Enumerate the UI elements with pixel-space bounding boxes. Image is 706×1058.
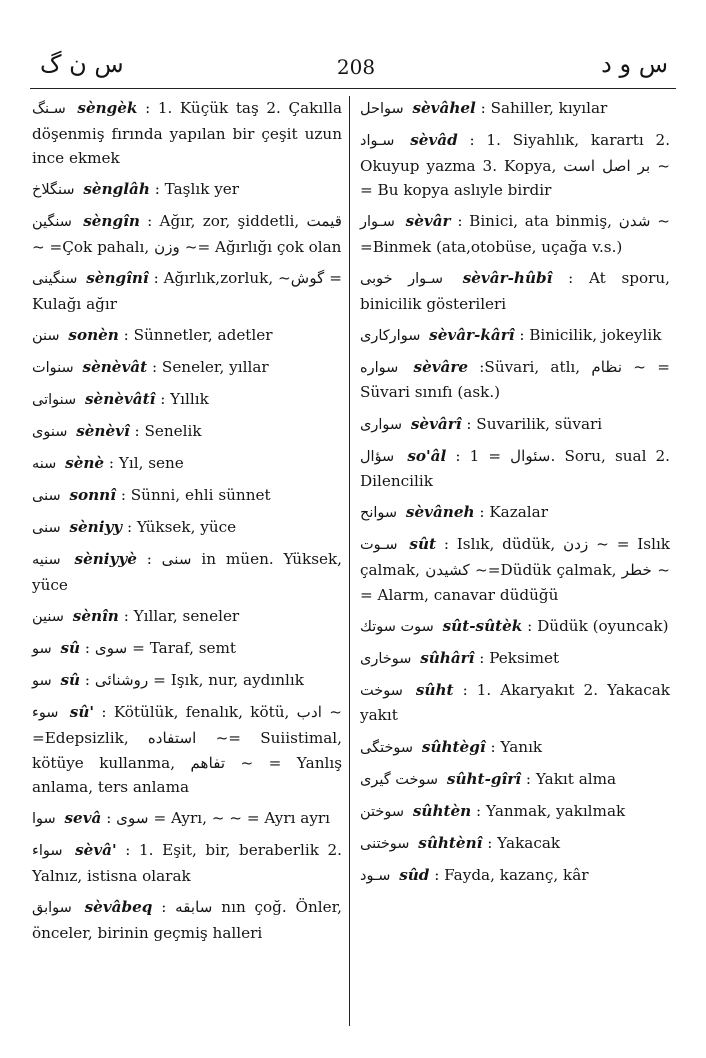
entry-arabic-headword: سنگین xyxy=(32,214,72,231)
dictionary-entry xyxy=(360,735,670,761)
dictionary-entry xyxy=(360,128,670,203)
entry-definition: : روشنائى = Işık, nur, aydınlık xyxy=(84,671,304,690)
entry-transliteration: sû xyxy=(60,671,81,690)
entry-transliteration: sût xyxy=(409,535,436,554)
entry-definition: : سوى = Ayrı, ~ ~ = Ayrı ayrı xyxy=(106,809,331,828)
entry-transliteration: sèvâbeq xyxy=(84,898,153,917)
entry-arabic-headword: سوارى xyxy=(360,416,403,433)
entry-definition: : Yıllık xyxy=(160,389,209,408)
entry-definition: : Sünnetler, adetler xyxy=(123,325,273,344)
dictionary-entry xyxy=(32,547,342,597)
header-rule xyxy=(30,88,676,89)
entry-arabic-headword: سواحل xyxy=(360,101,404,117)
column-divider xyxy=(349,96,350,1026)
entry-definition: : Yakıt alma xyxy=(525,769,617,788)
entry-arabic-headword: سـواد xyxy=(360,133,395,150)
entry-definition: :Süvari, atlı, نظام ~ = Süvari sınıfı (ask.) xyxy=(360,357,670,402)
page-header xyxy=(0,0,706,90)
entry-transliteration: sèniyyè xyxy=(74,550,137,569)
dictionary-entry xyxy=(360,444,670,494)
dictionary-entry xyxy=(32,838,342,888)
left-column xyxy=(32,96,342,952)
entry-definition: : 1. Akaryakıt 2. Yakacak yakıt xyxy=(360,680,670,725)
entry-arabic-headword: سوابق xyxy=(32,900,72,917)
dictionary-entry xyxy=(32,355,342,381)
dictionary-entry xyxy=(360,500,670,526)
entry-arabic-headword: سوارکارى xyxy=(360,327,421,344)
entry-definition: : Binici, ata binmiş, شدن ~ =Binmek (ata,otobüse, uçağa v.s.) xyxy=(360,212,671,256)
entry-transliteration: sûht xyxy=(415,680,454,699)
dictionary-entry xyxy=(360,767,670,793)
entry-transliteration: sènèvî xyxy=(76,422,130,441)
entry-transliteration: sûhtèn xyxy=(412,801,472,820)
entry-arabic-headword: سنگینی xyxy=(32,271,78,288)
entry-transliteration: sèvâneh xyxy=(405,503,475,522)
entry-definition: : سوى = Taraf, semt xyxy=(84,639,237,658)
entry-definition: : Taşlık yer xyxy=(154,180,240,199)
entry-arabic-headword: سؤال xyxy=(360,448,395,465)
entry-arabic-headword: سنوات xyxy=(32,359,74,376)
entry-transliteration: sûhtènî xyxy=(418,833,483,852)
entry-arabic-headword: سـود xyxy=(360,867,391,884)
entry-arabic-headword: سنى xyxy=(32,520,61,537)
dictionary-entry xyxy=(32,483,342,509)
entry-transliteration: sûhârî xyxy=(420,648,475,667)
dictionary-entry xyxy=(360,266,670,316)
dictionary-entry xyxy=(32,451,342,477)
entry-transliteration: sèvâd xyxy=(410,131,458,150)
entry-definition: : Islık, düdük, زدن ~ = Islık çalmak, کشيدن ~=Düdük çalmak, خطر ~ = Alarm, canavar düdüğü xyxy=(360,535,671,604)
entry-transliteration: sèvâr xyxy=(405,212,451,231)
entry-definition: : Yanık xyxy=(490,737,543,756)
dictionary-entry xyxy=(360,532,670,607)
entry-transliteration: sonnî xyxy=(69,486,116,505)
entry-transliteration: sevâ xyxy=(64,809,102,828)
entry-definition: : سابقه nın çoğ. Önler, önceler, birinin geçmiş halleri xyxy=(32,898,343,942)
entry-definition: : Yanmak, yakılmak xyxy=(476,801,626,820)
dictionary-entry xyxy=(32,636,342,662)
entry-definition: : Seneler, yıllar xyxy=(151,357,269,376)
dictionary-entry xyxy=(32,177,342,203)
dictionary-entry xyxy=(360,646,670,672)
entry-transliteration: sû' xyxy=(69,703,95,722)
dictionary-entry xyxy=(32,806,342,832)
entry-transliteration: sèvâr-hûbî xyxy=(462,269,553,288)
entry-arabic-headword: سـوار xyxy=(360,214,395,231)
entry-transliteration: sèngînî xyxy=(86,269,149,288)
entry-definition: : 1. Siyahlık, karartı 2. Okuyup yazma 3. Kopya, بر اصل است ~ = Bu kopya aslıyle birdir xyxy=(360,131,671,200)
header-left-letters: س ن گ xyxy=(40,50,124,78)
dictionary-entry xyxy=(360,831,670,857)
entry-transliteration: sèvâhel xyxy=(412,99,476,117)
entry-definition: : Yakacak xyxy=(487,833,561,852)
entry-transliteration: sû xyxy=(60,639,81,658)
dictionary-entry xyxy=(360,412,670,438)
entry-definition: : Ağır, zor, şiddetli, قيمت ~ =Çok pahalı, وزن ~= Ağırlığı çok olan xyxy=(32,212,343,256)
entry-arabic-headword: سوختن xyxy=(360,803,405,820)
dictionary-entry xyxy=(32,604,342,630)
entry-definition: : Düdük (oyuncak) xyxy=(527,616,669,635)
entry-definition: : سنى in müen. Yüksek, yüce xyxy=(32,550,343,594)
dictionary-entry xyxy=(32,323,342,349)
entry-definition: : Yüksek, yüce xyxy=(126,518,237,537)
entry-transliteration: so'âl xyxy=(407,446,447,465)
dictionary-entry xyxy=(360,323,670,349)
entry-arabic-headword: سنيه xyxy=(32,552,61,569)
entry-arabic-headword: سنن xyxy=(32,327,60,344)
entry-arabic-headword: سو xyxy=(32,673,52,690)
entry-definition: : Sahiller, kıyılar xyxy=(480,99,608,117)
entry-definition: : Peksimet xyxy=(479,648,560,667)
entry-definition: : Ağırlık,zorluk, ~گوش = Kulağı ağır xyxy=(32,269,343,313)
entry-transliteration: sût-sûtèk xyxy=(442,616,523,635)
entry-transliteration: sèvâ' xyxy=(75,841,117,860)
entry-arabic-headword: سوا xyxy=(32,811,56,828)
entry-definition: : 1. Küçük taş 2. Çakılla döşenmiş fırında yapılan bir çeşit uzun ince ekmek xyxy=(32,99,343,168)
entry-transliteration: sènèvât xyxy=(82,357,148,376)
entry-transliteration: sonèn xyxy=(68,325,119,344)
entry-arabic-headword: سوانح xyxy=(360,505,398,522)
entry-transliteration: sèngèk xyxy=(77,99,138,117)
entry-definition: : Fayda, kazanç, kâr xyxy=(434,865,589,884)
entry-arabic-headword: سنوى xyxy=(32,424,68,441)
entry-transliteration: sèvâr-kârî xyxy=(429,325,515,344)
entry-transliteration: sènèvâtî xyxy=(85,389,156,408)
dictionary-entry xyxy=(360,355,670,405)
entry-arabic-headword: سنواتى xyxy=(32,391,77,408)
entry-definition: : Sünni, ehli sünnet xyxy=(120,486,271,505)
entry-transliteration: sûd xyxy=(399,865,430,884)
entry-transliteration: sènîn xyxy=(72,607,119,626)
dictionary-entry xyxy=(360,209,670,259)
entry-arabic-headword: سـوت xyxy=(360,537,398,554)
dictionary-entry xyxy=(32,419,342,445)
dictionary-entry xyxy=(32,387,342,413)
entry-transliteration: sènè xyxy=(65,454,105,473)
entry-transliteration: sûhtègî xyxy=(421,737,486,756)
entry-definition: : Yıl, sene xyxy=(108,454,184,473)
dictionary-entry xyxy=(32,209,342,259)
entry-arabic-headword: سوء xyxy=(32,705,59,722)
dictionary-entry xyxy=(32,266,342,316)
dictionary-entry xyxy=(32,700,342,799)
entry-transliteration: sûht-gîrî xyxy=(446,769,522,788)
entry-arabic-headword: سنين xyxy=(32,609,64,626)
dictionary-entry xyxy=(360,799,670,825)
entry-arabic-headword: سوخت گيرى xyxy=(360,771,439,788)
dictionary-entry xyxy=(360,96,670,122)
entry-transliteration: sènglâh xyxy=(83,180,150,199)
entry-definition: : Senelik xyxy=(134,422,202,441)
dictionary-entry xyxy=(360,863,670,889)
dictionary-entry xyxy=(360,678,670,728)
entry-definition: : Yıllar, seneler xyxy=(123,607,240,626)
entry-transliteration: sèvârî xyxy=(410,414,462,433)
dictionary-entry xyxy=(32,895,342,945)
entry-definition: : 1. Eşit, bir, beraberlik 2. Yalnız, istisna olarak xyxy=(32,841,343,885)
entry-arabic-headword: سوختنى xyxy=(360,835,410,852)
entry-transliteration: sèngîn xyxy=(83,212,140,231)
header-right-letters: س و د xyxy=(601,50,668,78)
dictionary-entry xyxy=(32,96,342,171)
entry-definition: : Kazalar xyxy=(479,503,548,522)
entry-arabic-headword: سواره xyxy=(360,359,399,376)
dictionary-entry xyxy=(360,614,670,640)
entry-definition: : Kötülük, fenalık, kötü, ادب ~ =Edepsizlik, استفاده ~= Suiistimal, kötüye kullanma, تفاهم ~ = Yanlış anlama, ters anlama xyxy=(32,703,343,797)
entry-transliteration: sèniyy xyxy=(69,518,123,537)
entry-arabic-headword: سنه xyxy=(32,456,57,473)
entry-definition: : سئوال = 1. Soru, sual 2. Dilencilik xyxy=(360,446,671,491)
entry-arabic-headword: سوخارى xyxy=(360,650,412,667)
page-number: 208 xyxy=(336,55,376,79)
entry-arabic-headword: سو xyxy=(32,641,52,658)
right-column xyxy=(360,96,670,895)
entry-arabic-headword: سوت سوتك xyxy=(360,618,434,635)
entry-definition: : Binicilik, jokeylik xyxy=(519,325,662,344)
entry-transliteration: sèvâre xyxy=(413,357,469,376)
entry-definition: : Suvarilik, süvari xyxy=(466,414,603,433)
entry-definition: : At sporu, binicilik gösterileri xyxy=(360,269,670,313)
entry-arabic-headword: سـوار خوبى xyxy=(360,271,443,288)
dictionary-entry xyxy=(32,668,342,694)
entry-arabic-headword: سـنگ xyxy=(32,101,66,117)
entry-arabic-headword: سنگلاخ xyxy=(32,182,75,199)
entry-arabic-headword: سواء xyxy=(32,843,63,860)
entry-arabic-headword: سوختگى xyxy=(360,739,414,756)
entry-arabic-headword: سنى xyxy=(32,488,61,505)
dictionary-entry xyxy=(32,515,342,541)
entry-arabic-headword: سوخت xyxy=(360,682,403,699)
